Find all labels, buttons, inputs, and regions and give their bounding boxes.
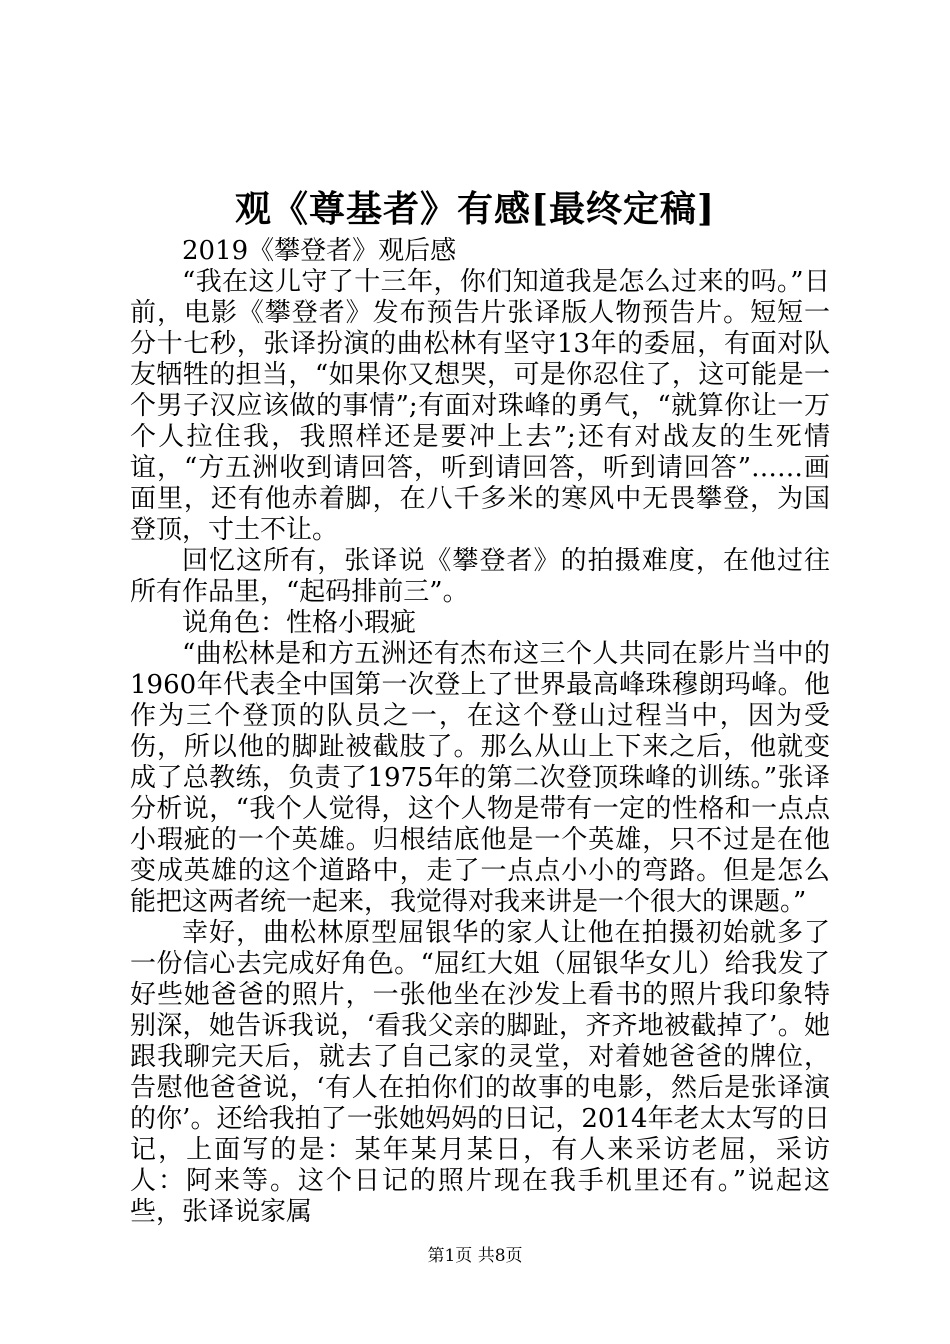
paragraph: “曲松林是和方五洲还有杰布这三个人共同在影片当中的1960年代表全中国第一次登上了世界最高峰珠穆朗玛峰。他作为三个登顶的队员之一，在这个登山过程当中，因为受伤，所以他的脚趾被截肢了。那么从山上下来之后，他就变成了总教练，负责了1975年的第二次登顶珠峰的训练。”张译分析说，“我个人觉得，这个人物是带有一定的性格和一点点小瑕疵的一个英雄。归根结底他是一个英雄，只不过是在他变成英雄的这个道路中，走了一点点小小的弯路。但是怎么能把这两者统一起来，我觉得对我来讲是一个很大的课题。” — [130, 639, 830, 917]
document-title: 观《尊基者》有感[最终定稿] — [234, 188, 716, 230]
paragraph-section-heading: 说角色：性格小瑕疵 — [182, 608, 417, 638]
page-number-footer: 第1页 共8页 — [427, 1246, 523, 1266]
paragraph: “我在这儿守了十三年，你们知道我是怎么过来的吗。”日前，电影《攀登者》发布预告片张译版人物预告片。短短一分十七秒，张译扮演的曲松林有坚守13年的委屈，有面对队友牺牲的担当，“如果你又想哭，可是你忍住了，这可能是一个男子汉应该做的事情”;有面对珠峰的勇气，“就算你让一万个人拉住我，我照样还是要冲上去”;还有对战友的生死情谊，“方五洲收到请回答，听到请回答，听到请回答”……画面里，还有他赤着脚，在八千多米的寒风中无畏攀登，为国登顶，寸土不让。 — [130, 267, 830, 545]
paragraph: 幸好，曲松林原型屈银华的家人让他在拍摄初始就多了一份信心去完成好角色。“屈红大姐（屈银华女儿）给我发了好些她爸爸的照片，一张他坐在沙发上看书的照片我印象特别深，她告诉我说，‘看我父亲的脚趾，齐齐地被截掉了’。她跟我聊完天后，就去了自己家的灵堂，对着她爸爸的牌位，告慰他爸爸说，‘有人在拍你们的故事的电影，然后是张译演的你’。还给我拍了一张她妈妈的日记，2014年老太太写的日记，上面写的是：某年某月某日，有人来采访老屈，采访人：阿来等。这个日记的照片现在我手机里还有。”说起这些，张译说家属 — [130, 918, 830, 1227]
paragraph-subtitle: 2019《攀登者》观后感 — [182, 236, 457, 266]
paragraph: 回忆这所有，张译说《攀登者》的拍摄难度，在他过往所有作品里，“起码排前三”。 — [130, 546, 830, 607]
document-body — [130, 236, 830, 1228]
